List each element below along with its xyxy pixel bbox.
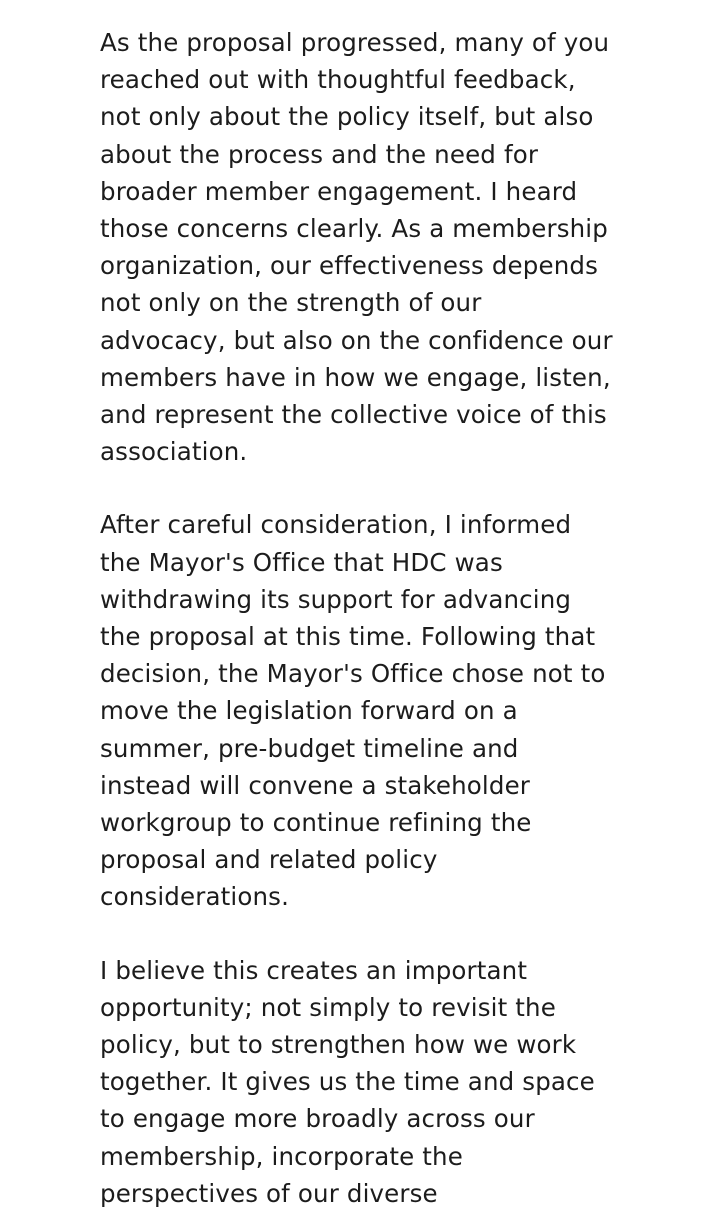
text-line: After careful consideration, I informed: [100, 510, 572, 540]
text-line: membership, incorporate the: [100, 1141, 463, 1171]
text-line: As the proposal progressed, many of you: [100, 28, 610, 57]
text-line: perspectives of our diverse: [100, 1178, 438, 1208]
text-line: reached out with thoughtful feedback,: [100, 65, 576, 95]
text-line: instead will convene a stakeholder: [100, 770, 531, 800]
text-line: advocacy, but also on the confidence our: [100, 325, 613, 355]
text-line: the Mayor's Office that HDC was: [100, 547, 503, 577]
text-line: proposal and related policy: [100, 845, 438, 875]
text-line: summer, pre-budget timeline and: [100, 733, 519, 763]
text-line: considerations.: [100, 882, 290, 912]
text-line: not only on the strength of our: [100, 288, 482, 318]
text-line: I believe this creates an important: [100, 955, 528, 985]
text-line: broader member engagement. I heard: [100, 176, 578, 206]
text-line: those concerns clearly. As a membership: [100, 214, 608, 244]
paragraph-3: [100, 952, 642, 1212]
text-line: workgroup to continue refining the: [100, 808, 532, 838]
text-line: to engage more broadly across our: [100, 1104, 535, 1134]
text-line: together. It gives us the time and space: [100, 1067, 595, 1097]
text-line: policy, but to strengthen how we work: [100, 1030, 577, 1060]
text-line: move the legislation forward on a: [100, 696, 518, 726]
text-line: the proposal at this time. Following that: [100, 622, 596, 652]
text-line: withdrawing its support for advancing: [100, 584, 572, 614]
text-line: decision, the Mayor's Office chose not to: [100, 659, 606, 689]
paragraph-2: [100, 506, 642, 915]
text-line: association.: [100, 437, 248, 467]
text-line: opportunity; not simply to revisit the: [100, 992, 556, 1022]
text-line: about the process and the need for: [100, 139, 539, 169]
text-line: members have in how we engage, listen,: [100, 362, 611, 392]
paragraph-1: [100, 24, 642, 470]
text-line: and represent the collective voice of this: [100, 400, 607, 430]
text-line: not only about the policy itself, but also: [100, 102, 594, 132]
text-line: organization, our effectiveness depends: [100, 251, 599, 281]
